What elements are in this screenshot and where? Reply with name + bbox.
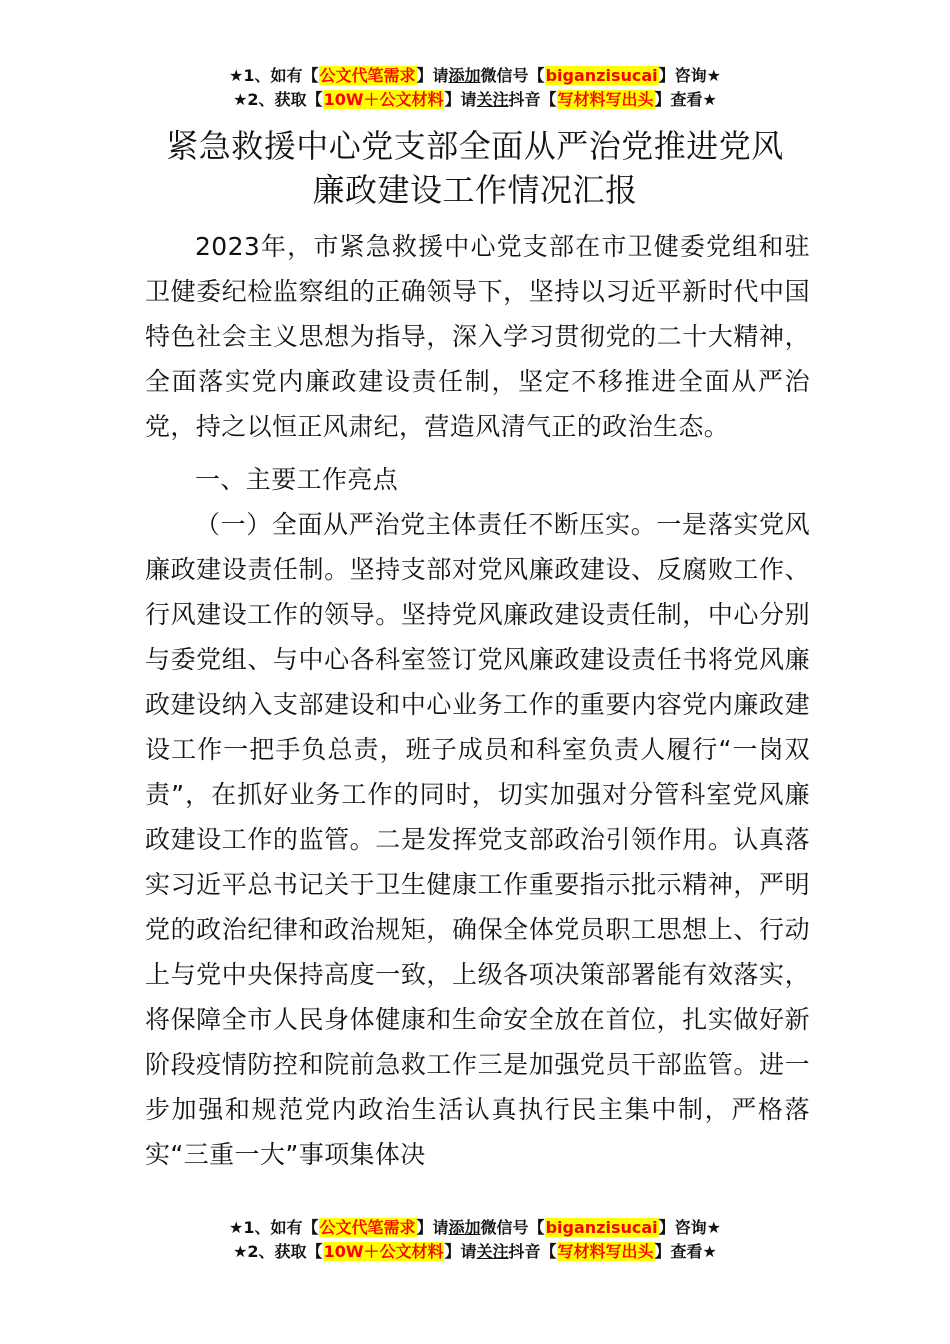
promo-text: 微信号【 [480, 1218, 545, 1237]
promo-text: 】请 [416, 66, 449, 85]
section-paragraph: （一）全面从严治党主体责任不断压实。一是落实党风廉政建设责任制。坚持支部对党风廉政建设、反腐败工作、行风建设工作的领导。坚持党风廉政建设责任制，中心分别与委党组、与中心各科室签订党风廉政建设责任书将党风廉政建设纳入支部建设和中心业务工作的重要内容党内廉政建设工作一把手负总责，班子成员和科室负责人履行“一岗双责”，在抓好业务工作的同时，切实加强对分管科室党风廉政建设工作的监管。二是发挥党支部政治引领作用。认真落实习近平总书记关于卫生健康工作重要指示批示精神，严明党的政治纪律和政治规矩，确保全体党员职工思想上、行动上与党中央保持高度一致，上级各项决策部署能有效落实，将保障全市人民身体健康和生命安全放在首位，扎实做好新阶段疫情防控和院前急救工作三是加强党员干部监管。进一步加强和规范党内政治生活认真执行民主集中制，严格落实“三重一大”事项集体决 [145, 510, 810, 1169]
promo-highlight: 10W＋公文材料 [323, 1242, 444, 1261]
promo-highlight: 公文代笔需求 [319, 1218, 416, 1237]
promo-underlined: 添加 [448, 1218, 481, 1237]
promo-text: 微信号【 [480, 66, 545, 85]
promo-douyin-id: 写材料写出头 [557, 1242, 654, 1261]
promo-text: 抖音【 [508, 90, 557, 109]
title-line-1: 紧急救援中心党支部全面从严治党推进党风 [166, 127, 784, 165]
promo-highlight: 10W＋公文材料 [323, 90, 444, 109]
document-title [0, 124, 950, 212]
promo-text: ★2、获取【 [233, 90, 323, 109]
promo-text: 抖音【 [508, 1242, 557, 1261]
promo-text: 】请 [444, 1242, 477, 1261]
top-promo-banner [0, 64, 950, 112]
promo-text: ★1、如有【 [229, 66, 319, 85]
promo-wechat-id: biganzisucai [545, 66, 658, 85]
promo-douyin-id: 写材料写出头 [557, 90, 654, 109]
promo-text: 】请 [416, 1218, 449, 1237]
bottom-promo-banner [0, 1216, 950, 1264]
promo-text: 】查看★ [654, 1242, 717, 1261]
promo-line-1 [0, 64, 950, 88]
document-body [145, 224, 810, 1177]
promo-text: 】咨询★ [658, 66, 721, 85]
promo-highlight: 公文代笔需求 [319, 66, 416, 85]
promo-text: 】咨询★ [658, 1218, 721, 1237]
promo-line-2 [0, 88, 950, 112]
promo-line-1 [0, 1216, 950, 1240]
intro-paragraph: 2023年，市紧急救援中心党支部在市卫健委党组和驻卫健委纪检监察组的正确领导下，坚持以习近平新时代中国特色社会主义思想为指导，深入学习贯彻党的二十大精神，全面落实党内廉政建设责任制，坚定不移推进全面从严治党，持之以恒正风肃纪，营造风清气正的政治生态。 [145, 232, 810, 441]
section-heading: 一、主要工作亮点 [195, 465, 399, 494]
promo-underlined: 关注 [476, 90, 509, 109]
promo-text: 】请 [444, 90, 477, 109]
promo-text: ★1、如有【 [229, 1218, 319, 1237]
promo-underlined: 添加 [448, 66, 481, 85]
promo-line-2 [0, 1240, 950, 1264]
promo-text: 】查看★ [654, 90, 717, 109]
promo-wechat-id: biganzisucai [545, 1218, 658, 1237]
promo-underlined: 关注 [476, 1242, 509, 1261]
promo-text: ★2、获取【 [233, 1242, 323, 1261]
title-line-2: 廉政建设工作情况汇报 [312, 171, 638, 209]
